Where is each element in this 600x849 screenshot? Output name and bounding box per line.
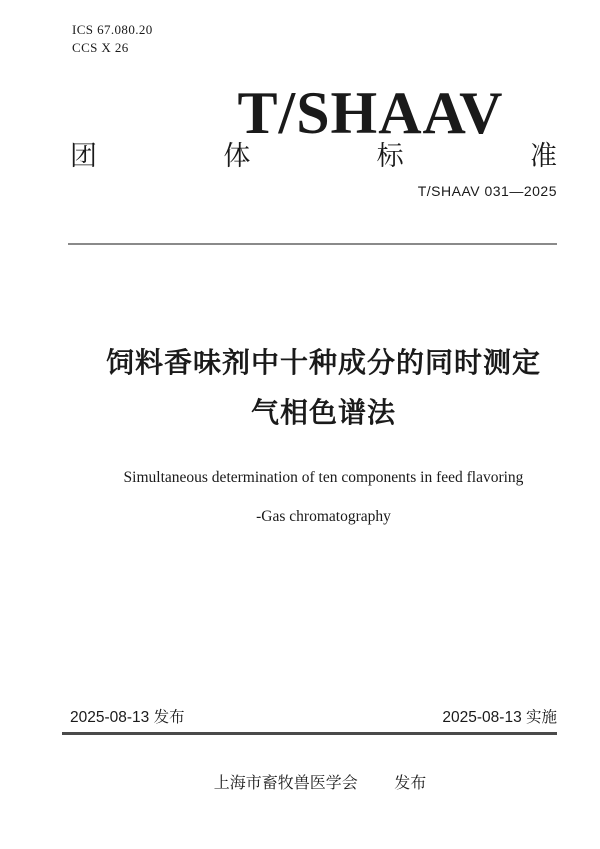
standard-org-logo: T/SHAAV — [237, 80, 504, 146]
issue-date: 2025-08-13 发布 — [70, 709, 185, 726]
title-english-line2: -Gas chromatography — [256, 508, 391, 525]
doc-type-char: 准 — [529, 141, 557, 171]
doc-type-char: 标 — [376, 141, 404, 171]
doc-type-char: 体 — [223, 141, 251, 171]
title-english — [70, 467, 557, 527]
implement-date: 2025-08-13 实施 — [442, 709, 557, 726]
ccs-code: CCS X 26 — [72, 40, 129, 55]
publisher-row — [0, 773, 600, 795]
title-chinese-line1: 饲料香味剂中十种成分的同时测定 — [105, 347, 541, 378]
footer-divider-line — [62, 732, 557, 735]
doc-type-title — [70, 143, 557, 170]
title-chinese-line2: 气相色谱法 — [250, 397, 396, 428]
header-divider-line — [68, 243, 557, 245]
standard-number: T/SHAAV 031—2025 — [417, 183, 557, 199]
publish-label: 发布 — [394, 775, 427, 792]
ics-code: ICS 67.080.20 — [72, 22, 153, 37]
classification-codes — [72, 21, 153, 57]
publisher-name: 上海市畜牧兽医学会 — [213, 775, 358, 792]
dates-row — [70, 709, 557, 727]
title-chinese — [70, 338, 557, 438]
title-english-line1: Simultaneous determination of ten components in feed flavoring — [123, 469, 524, 486]
doc-type-char: 团 — [70, 141, 97, 171]
